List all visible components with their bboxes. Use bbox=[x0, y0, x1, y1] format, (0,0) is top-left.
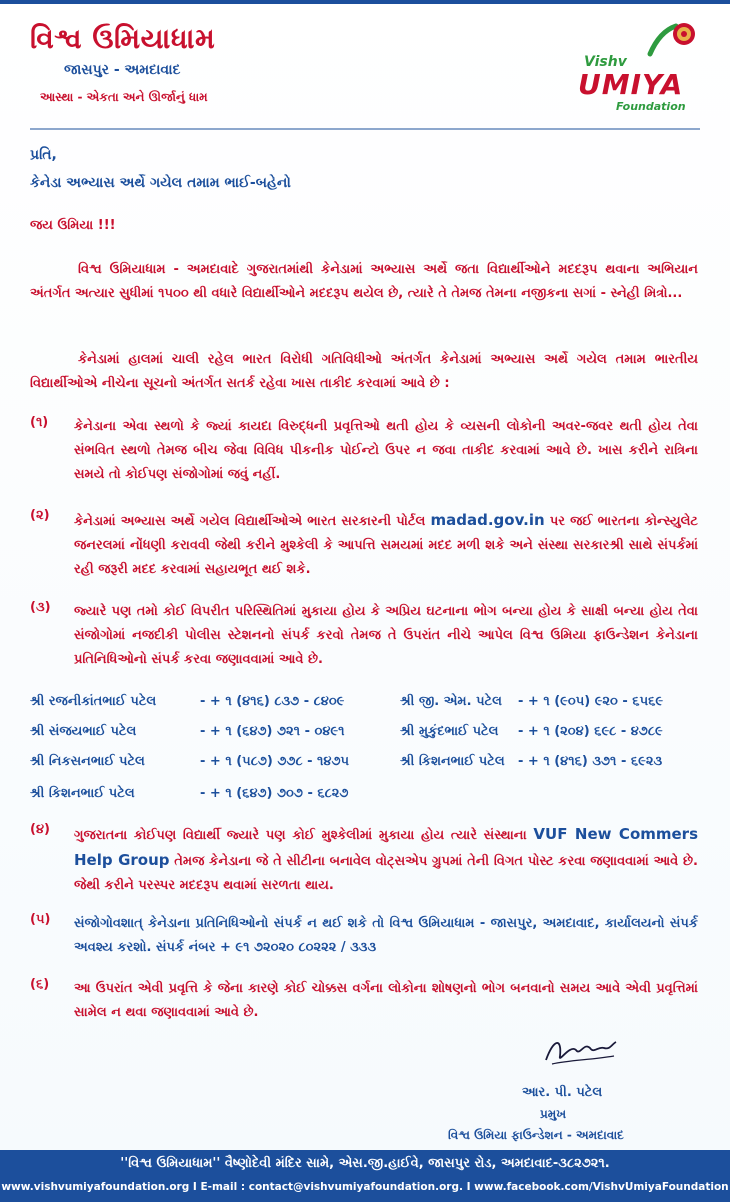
swoosh-emblem-icon bbox=[646, 20, 696, 60]
greeting: જય ઉમિયા !!! bbox=[30, 218, 116, 233]
item-text: આ ઉપરાંત એવી પ્રવૃત્તિ કે જેના કારણે કોઈ ચોક્કસ વર્ગના લોકોના શોષણનો ભોગ બનવાનો સમય આવે એવી પ્રવૃત્તિમાં સામેલ ન થવા જણાવવામાં આવે છે. bbox=[74, 981, 698, 1020]
vishv-umiya-foundation-logo bbox=[578, 20, 708, 120]
addressee: કેનેડા અભ્યાસ અર્થે ગયેલ તમામ ભાઈ-બહેનો bbox=[30, 175, 291, 191]
item-text-part: કેનેડામાં અભ્યાસ અર્થે ગયેલ વિદ્યાર્થીઓએ ભારત સરકારની પોર્ટલ bbox=[74, 514, 426, 529]
contact-name: શ્રી સંજયભાઈ પટેલ bbox=[30, 724, 137, 739]
logo-foundation: Foundation bbox=[616, 100, 686, 113]
contact-row bbox=[30, 786, 349, 801]
logo-umiya: UMIYA bbox=[578, 68, 684, 101]
notice-paragraph: કેનેડામાં હાલમાં ચાલી રહેલ ભારત વિરોધી ગતિવિધીઓ અંતર્ગત કેનેડામાં અભ્યાસ અર્થે ગયેલ તમામ ભારતીય વિદ્યાર્થીઓએ નીચેના સૂચનો અંતર્ગત સતર્ક રહેવા ખાસ તાકીદ કરવામાં આવે છે : bbox=[30, 352, 698, 391]
brand-title: વિશ્વ ઉમિયાધામ bbox=[30, 22, 216, 55]
contact-row bbox=[400, 694, 664, 709]
item-text: સંજોગોવશાત્ કેનેડાના પ્રતિનિધિઓનો સંપર્ક ન થઈ શકે તો વિશ્વ ઉમિયાધામ - જાસપુર, અમદાવાદ, કાર્યાલયનો સંપર્ક અવશ્ય કરશો. સંપર્ક નંબર + ૯૧ ૭૨૦૨૦ ૮૦૨૨૨ / ૩૩૩ bbox=[74, 916, 698, 955]
madad-portal-link[interactable]: madad.gov.in bbox=[430, 511, 545, 529]
signature-icon bbox=[540, 1030, 620, 1070]
top-rule bbox=[0, 0, 730, 4]
header-divider bbox=[30, 128, 700, 130]
contact-row bbox=[400, 724, 663, 739]
footer-address: ''વિશ્વ ઉમિયાધામ'' વૈષ્ણોદેવી મંદિર સામે, એસ.જી.હાઈવે, જાસપુર રોડ, અમદાવાદ-૩૮૨૭૨૧. bbox=[120, 1156, 610, 1171]
item-text bbox=[74, 822, 698, 898]
contact-row bbox=[400, 754, 663, 769]
help-group-link[interactable]: VUF New Commers Help Group bbox=[74, 825, 699, 869]
footer-contact-links[interactable]: www.vishvumiyafoundation.org I E-mail : contact@vishvumiyafoundation.org. I www.facebook.com/VishvUmiyaFoundation bbox=[1, 1181, 729, 1193]
salutation: પ્રતિ, bbox=[30, 147, 57, 163]
item-number: (૬) bbox=[30, 977, 50, 992]
contact-phone: - + ૧ (૬૪૭) ૭૦૭ - ૬૮૨૭ bbox=[200, 786, 349, 801]
contact-name: શ્રી રજનીકાંતભાઈ પટેલ bbox=[30, 694, 157, 709]
item-text-part: ગુજરાતના કોઈપણ વિદ્યાર્થી જ્યારે પણ કોઈ મુશ્કેલીમાં મુકાયા હોય ત્યારે સંસ્થાના bbox=[74, 828, 527, 843]
contact-name: શ્રી કિશનભાઈ પટેલ bbox=[30, 786, 135, 801]
contact-row bbox=[30, 694, 345, 709]
item-text-part: તેમજ કેનેડાના જે તે સીટીના બનાવેલ વોટ્સએપ ગ્રુપમાં તેની વિગત પોસ્ટ કરવા જણાવવામાં આવે છે. જેથી કરીને પરસ્પર મદદરૂપ થવામાં સરળતા થાય. bbox=[74, 854, 698, 893]
contact-phone: - + ૧ (૬૪૭) ૭૨૧ - ૦૪૯૧ bbox=[200, 724, 345, 739]
contact-row bbox=[30, 724, 345, 739]
item-number: (૪) bbox=[30, 822, 50, 837]
contact-name: શ્રી કિશનભાઈ પટેલ bbox=[400, 754, 505, 769]
logo-vishv: Vishv bbox=[584, 54, 627, 70]
signatory-name: આર. પી. પટેલ bbox=[522, 1085, 603, 1100]
footer bbox=[0, 1150, 730, 1202]
item-number: (૩) bbox=[30, 600, 51, 615]
item-number: (૧) bbox=[30, 415, 49, 430]
contact-name: શ્રી જી. એમ. પટેલ bbox=[400, 694, 502, 709]
contact-phone: - + ૧ (૯૦૫) ૯૨૦ - ૬૫૬૯ bbox=[518, 694, 664, 709]
contact-phone: - + ૧ (૪૧૬) ૩૭૧ - ૬૯૨૩ bbox=[518, 754, 663, 769]
item-text: જ્યારે પણ તમો કોઈ વિપરીત પરિસ્થિતિમાં મુકાયા હોય કે અપ્રિય ઘટનાના ભોગ બન્યા હોય કે સાક્ષી બન્યા હોય તેવા સંજોગોમાં નજદીકી પોલીસ સ્ટેશનનો સંપર્ક કરવો તેમજ તે ઉપરાંત નીચે આપેલ વિશ્વ ઉમિયા ફાઉન્ડેશન કેનેડાના પ્રતિનિધિઓનો સંપર્ક કરવા જણાવવામાં આવે છે. bbox=[74, 604, 698, 667]
contact-phone: - + ૧ (૫૮૭) ૭૭૮ - ૧૪૭૫ bbox=[200, 754, 350, 769]
contact-name: શ્રી મુકુંદભાઈ પટેલ bbox=[400, 724, 499, 739]
brand-tagline: આસ્થા - એકતા અને ઊર્જાનું ધામ bbox=[40, 90, 208, 104]
intro-paragraph: વિશ્વ ઉમિયાધામ - અમદાવાદે ગુજરાતમાંથી કેનેડામાં અભ્યાસ અર્થે જતા વિદ્યાર્થીઓને મદદરૂપ થવાના અભિયાન અંતર્ગત અત્યાર સુધીમાં ૧૫૦૦ થી વધારે વિદ્યાર્થીઓને મદદરૂપ થયેલ છે, ત્યારે તે તેમજ તેમના નજીકના સગાં - સ્નેહી મિત્રો... bbox=[30, 262, 698, 301]
contact-phone: - + ૧ (૪૧૬) ૮૩૭ - ૮૪૦૯ bbox=[200, 694, 345, 709]
brand-subtitle: જાસપુર - અમદાવાદ bbox=[64, 62, 181, 78]
item-number: (૨) bbox=[30, 508, 50, 523]
signatory-role: પ્રમુખ bbox=[540, 1107, 567, 1121]
item-text: કેનેડાના એવા સ્થળો કે જ્યાં કાયદા વિરુદ્ધની પ્રવૃત્તિઓ થતી હોય કે વ્યસની લોકોની અવર-જવર થતી હોય તેવા સંભવિત સ્થળો તેમજ બીચ જેવા વિવિધ પીકનીક પોઈન્ટો ઉપર ન જવા તાકીદ કરવામાં આવે છે. ખાસ કરીને રાત્રિના સમયે તો કોઈપણ સંજોગોમાં જવું નહીં. bbox=[74, 419, 698, 482]
contact-name: શ્રી નિકસનભાઈ પટેલ bbox=[30, 754, 145, 769]
signatory-org: વિશ્વ ઉમિયા ફાઉન્ડેશન - અમદાવાદ bbox=[448, 1128, 624, 1142]
contact-phone: - + ૧ (૨૦૪) ૬૯૮ - ૪૭૮૯ bbox=[518, 724, 663, 739]
contact-row bbox=[30, 754, 350, 769]
item-text-part: પર જઈ ભારતના કોન્સ્યુલેટ જનરલમાં નોંધણી કરાવવી જેથી કરીને મુશ્કેલી કે આપત્તિ સમયમાં મદદ મળી શકે અને સંસ્થા સરકારશ્રી સાથે સંપર્કમાં રહી જરૂરી મદદ કરવામાં સહાયભૂત થઈ શકે. bbox=[74, 514, 698, 577]
item-text bbox=[74, 508, 698, 582]
item-number: (૫) bbox=[30, 912, 51, 927]
